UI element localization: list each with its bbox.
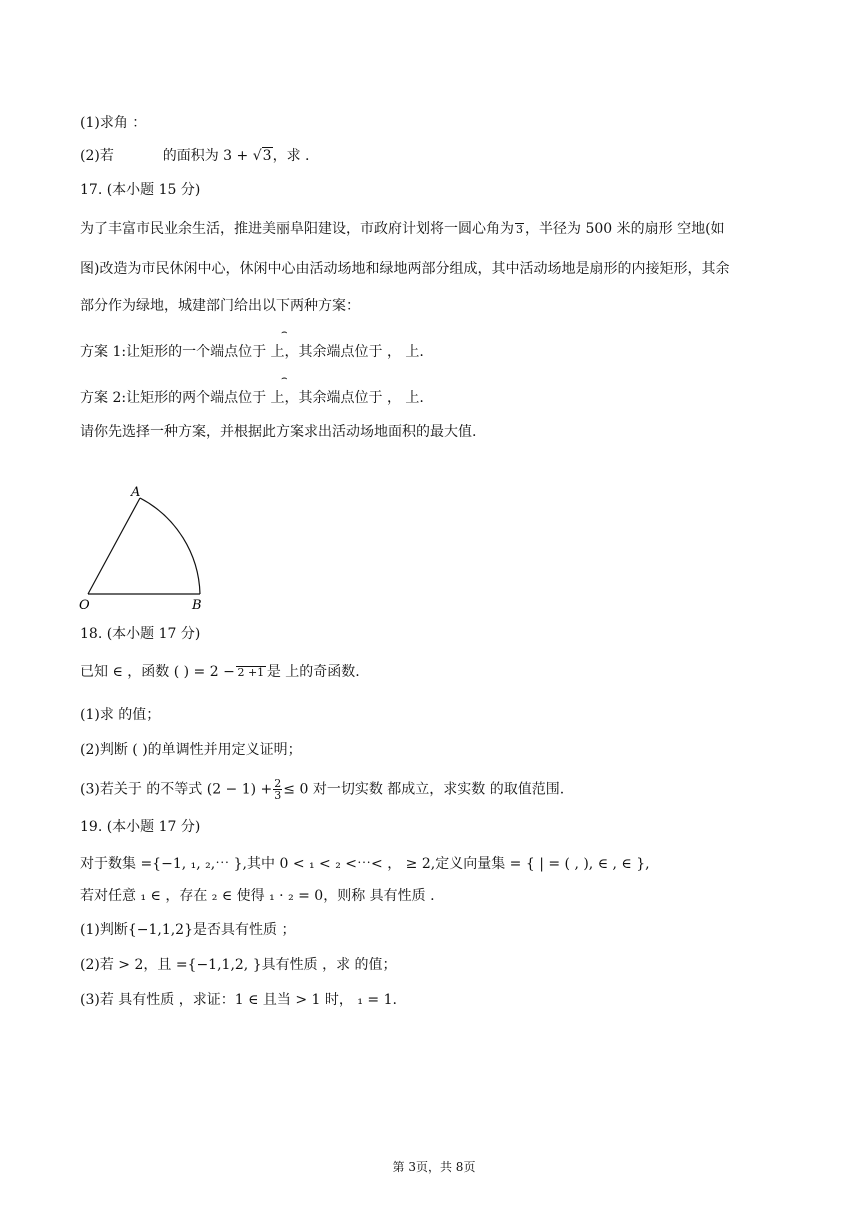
function-fraction: 2 +1 bbox=[237, 666, 265, 679]
arc-symbol: ⌢ bbox=[281, 327, 288, 338]
label-o: O bbox=[79, 598, 90, 613]
q17-para-line2: 图)改造为市民休闲中心，休闲中心由活动场地和绿地两部分组成，其中活动场地是扇形的内接矩形，其余 bbox=[80, 261, 730, 277]
q19-part2: (2)若 > 2，且 ={−1,1,2, }具有性质 ，求 的值； bbox=[80, 957, 397, 973]
q16-part2: (2)若 的面积为 3 + √3，求 . bbox=[80, 148, 310, 164]
q18-part3: (3)若关于 的不等式 (2 − 1) + $\frac{2}{3}$ ≤ 0 对一切实数 都成立，求实数 的取值范围. bbox=[80, 777, 565, 802]
arc-ab bbox=[140, 498, 200, 594]
two-thirds-fraction: $\frac{2}{3}$ bbox=[274, 777, 282, 802]
q19-heading: 19. (本小题 17 分) bbox=[80, 819, 201, 835]
segment-oa bbox=[88, 498, 140, 594]
sector-figure bbox=[78, 482, 218, 621]
q19-part1: (1)判断{−1,1,2}是否具有性质 ； bbox=[80, 922, 296, 938]
q18-statement: 已知 ∈ ，函数 ( ) = 2 − 2 +1 是 上的奇函数. bbox=[80, 664, 360, 680]
q17-question: 请你先选择一种方案，并根据此方案求出活动场地面积的最大值. bbox=[80, 424, 477, 440]
q17-heading: 17. (本小题 15 分) bbox=[80, 182, 201, 198]
plan2: 方案 2:让矩形的两个端点位于 上，其余端点位于 ， 上. bbox=[80, 390, 424, 406]
sector-diagram bbox=[78, 482, 218, 617]
angle-fraction: 3 bbox=[516, 223, 523, 236]
q19-part3: (3)若 具有性质 ，求证：1 ∈ 且当 > 1 时， ₁ = 1. bbox=[80, 992, 397, 1008]
q17-para-line1: 为了丰富市民业余生活，推进美丽阜阳建设，市政府计划将一圆心角为 3 ，半径为 500 米的扇形 空地(如 bbox=[80, 221, 725, 237]
q18-part2: (2)判断 ( )的单调性并用定义证明； bbox=[80, 742, 302, 758]
arc-symbol: ⌢ bbox=[281, 373, 288, 384]
plan1: 方案 1:让矩形的一个端点位于 上，其余端点位于 ， 上. bbox=[80, 344, 424, 360]
q16-part1: (1)求角 ： bbox=[80, 115, 147, 131]
label-b: B bbox=[192, 598, 202, 613]
q19-property: 若对任意 ₁ ∈ ，存在 ₂ ∈ 使得 ₁ · ₂ = 0，则称 具有性质 . bbox=[80, 888, 435, 904]
label-a: A bbox=[131, 485, 141, 500]
q18-heading: 18. (本小题 17 分) bbox=[80, 626, 201, 642]
q19-definition: 对于数集 ={−1, ₁, ₂,⋯ },其中 0 < ₁ < ₂ <⋯< ， ≥ 2,定义向量集 = { | = ( , ), ∈ , ∈ }, bbox=[80, 856, 650, 872]
q18-part1: (1)求 的值； bbox=[80, 707, 161, 723]
q17-para-line3: 部分作为绿地，城建部门给出以下两种方案： bbox=[80, 298, 360, 314]
page-footer: 第 3页，共 8页 bbox=[392, 1160, 476, 1174]
